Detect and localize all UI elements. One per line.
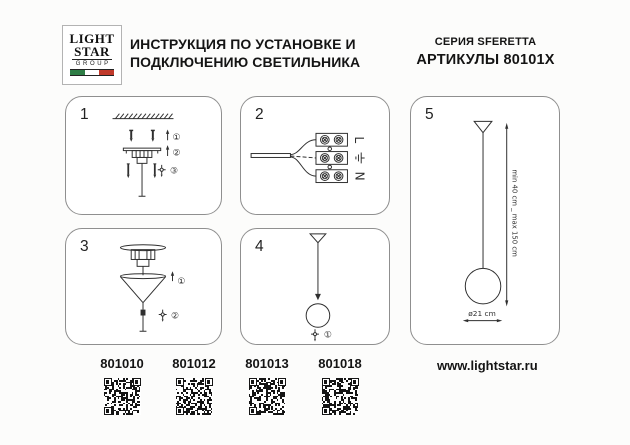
- logo-line-star: STAR: [74, 44, 110, 59]
- terminal-screw-icon: [321, 154, 330, 163]
- series-name: СЕРИЯ SFERETTA: [434, 36, 537, 48]
- diameter-dimension-arrow: [463, 319, 502, 322]
- wire-live: [290, 140, 316, 155]
- article-column: [156, 356, 232, 415]
- arrow-down-icon: [315, 294, 321, 300]
- step-panel-2: [240, 96, 390, 215]
- terminal-label-l: L: [352, 136, 367, 144]
- terminal-screw-icon: [334, 172, 343, 181]
- step-number-badge: ①: [323, 330, 332, 341]
- wiring-diagram: [241, 97, 389, 214]
- height-range-label: min 40 cm _ max 150 cm: [510, 169, 519, 257]
- cone-shade: [120, 274, 165, 303]
- articles-heading: АРТИКУЛЫ 80101X: [416, 52, 555, 68]
- flag-red-segment: [99, 70, 114, 75]
- qr-finder-pattern: [104, 378, 112, 386]
- qr-finder-pattern: [278, 378, 286, 386]
- step-number: 4: [255, 238, 264, 255]
- step-number: 5: [425, 106, 434, 123]
- step-panel-5: [410, 96, 560, 345]
- canopy-mounting-diagram: [66, 229, 221, 344]
- qr-finder-pattern: [351, 378, 359, 386]
- terminal-screw-icon: [334, 154, 343, 163]
- arrow-up-icon: [171, 271, 174, 281]
- terminal-label-n: N: [352, 171, 367, 181]
- flag-white-segment: [85, 70, 100, 75]
- page-title-line2: ПОДКЛЮЧЕНИЮ СВЕТИЛЬНИКА: [130, 54, 361, 70]
- qr-finder-pattern: [322, 407, 330, 415]
- italian-flag-bar: [70, 69, 114, 76]
- terminal-screw-icon: [334, 135, 343, 144]
- screwdriver-icon: [158, 165, 166, 177]
- qr-finder-pattern: [176, 407, 184, 415]
- step-number-badge: ①: [172, 132, 181, 143]
- power-cable: [251, 154, 290, 158]
- wire-neutral: [290, 157, 316, 176]
- article-column: [302, 356, 378, 415]
- dowel-icon: [151, 130, 155, 141]
- qr-finder-pattern: [249, 378, 257, 386]
- pendant-rod: [140, 315, 147, 331]
- step-number-badge: ③: [170, 166, 178, 177]
- canopy-triangle: [310, 234, 326, 243]
- dowel-icon: [129, 130, 133, 141]
- glass-sphere: [465, 268, 501, 304]
- step-number-badge: ②: [171, 311, 179, 322]
- ground-symbol: [356, 153, 365, 164]
- screw-icon: [153, 164, 156, 178]
- qr-code: [104, 378, 141, 415]
- qr-finder-pattern: [249, 407, 257, 415]
- article-number: 801013: [245, 356, 289, 371]
- lock-screw: [141, 310, 146, 316]
- qr-finder-pattern: [322, 378, 330, 386]
- qr-code: [322, 378, 359, 415]
- screwdriver-icon: [311, 329, 319, 341]
- height-dimension-arrow: [505, 123, 508, 307]
- screwdriver-icon: [159, 310, 167, 322]
- logo-line-light: LIGHT: [69, 31, 115, 46]
- article-column: [84, 356, 160, 415]
- mounting-bracket: [123, 148, 160, 163]
- diameter-label: ø21 cm: [468, 309, 496, 319]
- page-title: [130, 35, 360, 71]
- qr-code: [176, 378, 213, 415]
- logo-line-group: GROUP: [75, 61, 111, 67]
- step-number: 3: [80, 238, 89, 255]
- qr-code: [249, 378, 286, 415]
- step-number: 1: [80, 106, 89, 123]
- terminal-screw-icon: [321, 135, 330, 144]
- ceiling-hatch: [115, 114, 172, 119]
- canopy-triangle: [474, 121, 492, 132]
- article-number: 801012: [172, 356, 216, 371]
- article-number: 801018: [318, 356, 362, 371]
- glass-sphere: [306, 304, 330, 328]
- arrow-up-icon: [166, 145, 169, 156]
- step-panel-1: [65, 96, 222, 215]
- dimensions-diagram: [411, 97, 559, 344]
- qr-finder-pattern: [205, 378, 213, 386]
- header-right: [408, 36, 563, 68]
- screw-icon: [127, 164, 130, 178]
- step-panel-3: [65, 228, 222, 345]
- flag-green-segment: [70, 70, 85, 75]
- pendant-rod: [139, 163, 146, 196]
- article-number: 801010: [100, 356, 144, 371]
- qr-finder-pattern: [104, 407, 112, 415]
- sphere-attachment-diagram: [241, 229, 389, 344]
- logo-divider: [72, 59, 112, 60]
- step-panel-4: [240, 228, 390, 345]
- arrow-up-icon: [166, 129, 169, 140]
- step-number: 2: [255, 106, 264, 123]
- lightstar-logo: [62, 25, 122, 85]
- ceiling-canopy: [120, 245, 165, 275]
- step-number-badge: ②: [172, 148, 181, 159]
- website-url: www.lightstar.ru: [437, 358, 538, 373]
- qr-finder-pattern: [176, 378, 184, 386]
- ceiling-mounting-diagram: [66, 97, 221, 214]
- article-column: [229, 356, 305, 415]
- page-title-line1: ИНСТРУКЦИЯ ПО УСТАНОВКЕ И: [130, 36, 356, 52]
- qr-finder-pattern: [133, 378, 141, 386]
- step-number-badge: ①: [177, 277, 186, 288]
- terminal-screw-icon: [321, 172, 330, 181]
